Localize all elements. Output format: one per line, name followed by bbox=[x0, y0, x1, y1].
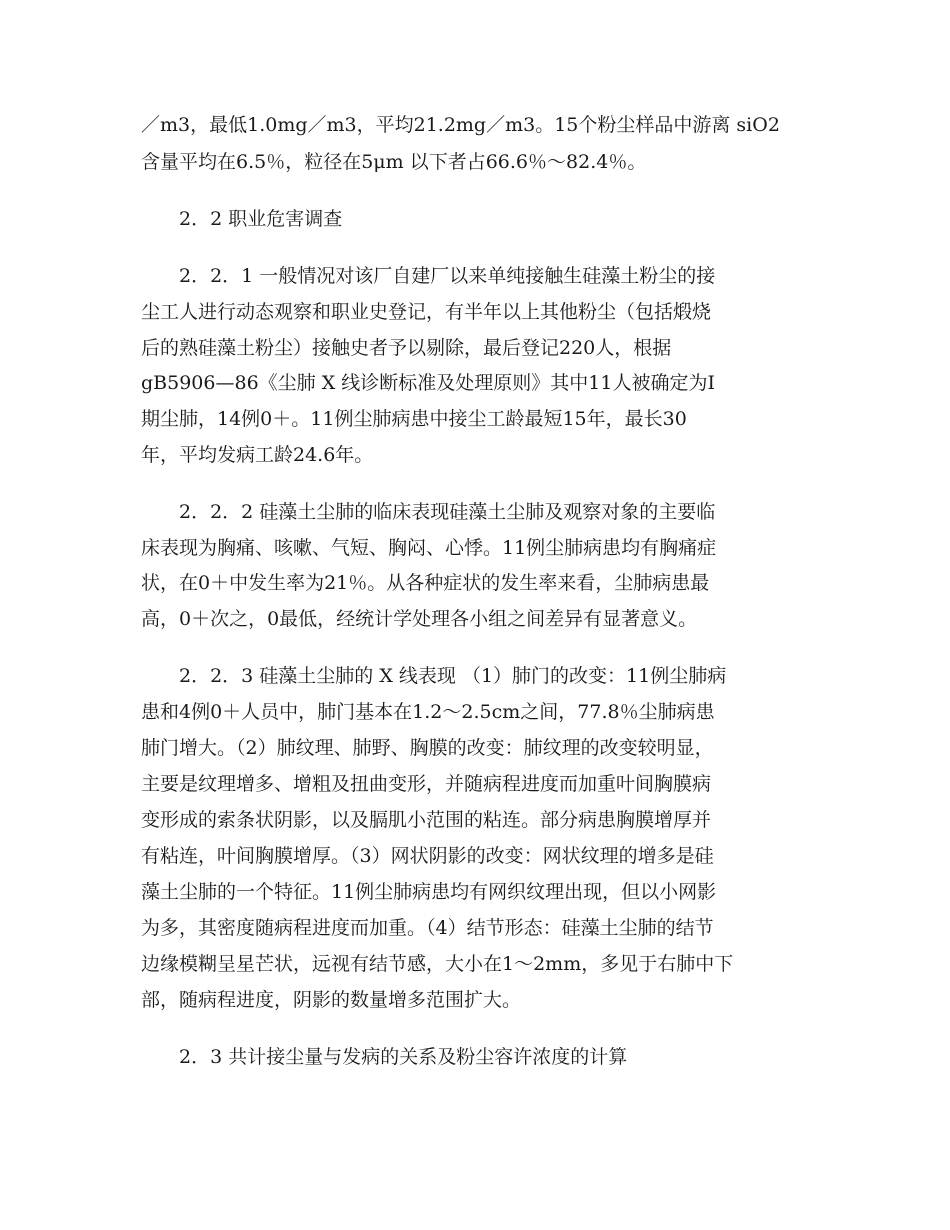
text-line: 肺门增大。（2）肺纹理、肺野、胸膜的改变：肺纹理的改变较明显， bbox=[141, 737, 714, 759]
text-line: 尘工人进行动态观察和职业史登记，有半年以上其他粉尘（包括煅烧 bbox=[141, 301, 712, 323]
section-heading: 2．3 共计接尘量与发病的关系及粉尘容许浓度的计算 bbox=[179, 1046, 628, 1068]
text-line: 患和4例0＋人员中，肺门基本在1.2～2.5cm之间，77.8％尘肺病患 bbox=[141, 701, 715, 723]
text-line: 年，平均发病工龄24.6年。 bbox=[141, 444, 374, 466]
text-line: 边缘模糊呈星芒状，远视有结节感，大小在1～2mm，多见于右肺中下 bbox=[141, 953, 734, 975]
text-line: 为多，其密度随病程进度而加重。（4）结节形态：硅藻土尘肺的结节 bbox=[141, 917, 714, 939]
text-line: 2．2．1 一般情况对该厂自建厂以来单纯接触生硅藻土粉尘的接 bbox=[179, 265, 716, 287]
text-line: 主要是纹理增多、增粗及扭曲变形，并随病程进度而加重叶间胸膜病 bbox=[141, 773, 712, 795]
text-line: 后的熟硅藻土粉尘）接触史者予以剔除，最后登记220人，根据 bbox=[141, 337, 672, 359]
section-heading: 2．2 职业危害调查 bbox=[179, 208, 343, 230]
text-line: 部，随病程进度，阴影的数量增多范围扩大。 bbox=[141, 989, 522, 1011]
text-line: 床表现为胸痛、咳嗽、气短、胸闷、心悸。11例尘肺病患均有胸痛症 bbox=[141, 537, 717, 559]
text-line: 含量平均在6.5％，粒径在5μm 以下者占66.6％～82.4％。 bbox=[141, 151, 647, 173]
text-line: 藻土尘肺的一个特征。11例尘肺病患均有网织纹理出现，但以小网影 bbox=[141, 881, 717, 903]
text-line: 期尘肺，14例0＋。11例尘肺病患中接尘工龄最短15年，最长30 bbox=[141, 408, 687, 430]
text-line: 有粘连，叶间胸膜增厚。（3）网状阴影的改变：网状纹理的增多是硅 bbox=[141, 845, 714, 867]
text-line: 高，0＋次之，0最低，经统计学处理各小组之间差异有显著意义。 bbox=[141, 608, 698, 630]
text-line: 2．2．3 硅藻土尘肺的 X 线表现 （1）肺门的改变：11例尘肺病 bbox=[179, 665, 727, 687]
text-line: 状，在0＋中发生率为21％。从各种症状的发生率来看，尘肺病患最 bbox=[141, 572, 710, 594]
text-line: gB5906—86《尘肺 X 线诊断标准及处理原则》其中11人被确定为Ⅰ bbox=[141, 372, 715, 394]
text-line: 变形成的索条状阴影，以及膈肌小范围的粘连。部分病患胸膜增厚并 bbox=[141, 809, 712, 831]
text-line: ／m3，最低1.0mg／m3，平均21.2mg／m3。15个粉尘样品中游离 siO2 bbox=[141, 114, 780, 136]
text-line: 2．2．2 硅藻土尘肺的临床表现硅藻土尘肺及观察对象的主要临 bbox=[179, 501, 716, 523]
